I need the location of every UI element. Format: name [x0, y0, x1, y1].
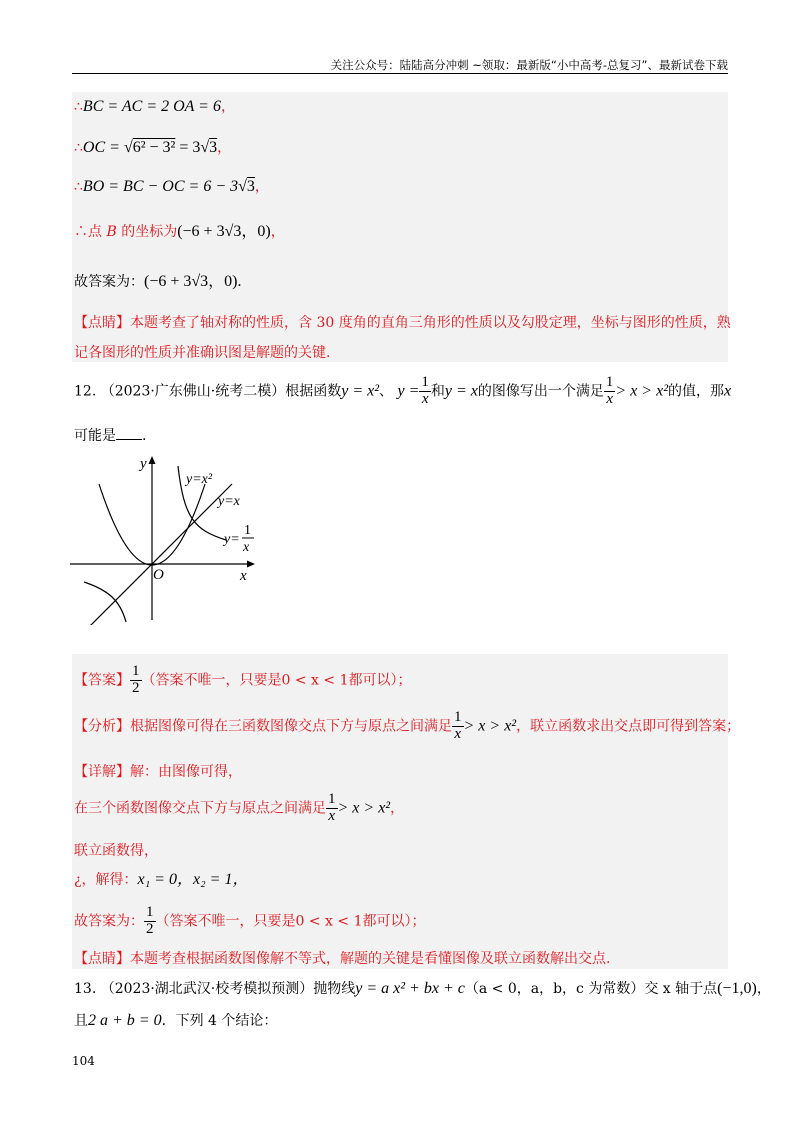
fraction: $\frac{1}{x}$: [605, 374, 614, 407]
q12-final-answer: 故答案为： $\frac{1}{2}$ （答案不唯一，只要是0 < x < 1都可以）；: [74, 904, 426, 937]
line-label: y=x: [218, 494, 240, 509]
q12-detail-line-2: 在三个函数图像交点下方与原点之间满足 $\frac{1}{x}$ > x > x²，: [74, 791, 405, 824]
q12-detail: 【详解】解：由图像可得，: [74, 764, 242, 780]
q12-analysis: 【分析】根据图像可得在三函数图像交点下方与原点之间满足 $\frac{1}{x}$ > x > x²，联立函数求出交点即可得到答案；: [74, 709, 741, 742]
origin-label: O: [153, 567, 164, 583]
parabola-label: y=x²: [186, 472, 213, 487]
q13-stem: 13. （2023·湖北武汉·校考模拟预测）抛物线y = a x² + bx + c（a < 0，a，b，c 为常数）交 x 轴于点(−1,0)，: [74, 980, 771, 997]
page-number: 104: [72, 1054, 95, 1068]
fraction: $\frac{1}{x}$: [454, 709, 462, 742]
prev-tip-line-2: 记各图形的性质并准确识图是解题的关键.: [74, 345, 331, 361]
hyperbola-label: y=: [224, 532, 240, 547]
prev-line-3: ∴BO = BC − OC = 6 − 3√3，: [74, 178, 269, 195]
q12-detail-line-4: ¿，解得：x₁ = 0，x₂ = 1，: [74, 871, 249, 888]
answer-blank: [116, 427, 142, 440]
q12-answer: 【答案】 $\frac{1}{2}$ （答案不唯一，只要是0 < x < 1都可以）；: [74, 663, 412, 696]
prev-line-2: ∴OC = √6² − 3² = 3√3，: [74, 139, 232, 156]
fraction: $\frac{1}{2}$: [146, 904, 154, 937]
q12-tip: 【点睛】本题考查根据函数图像解不等式，解题的关键是看懂图像及联立函数解出交点.: [74, 951, 611, 967]
fraction: $\frac{1}{x}$: [328, 791, 336, 824]
q13-stem-line-2: 且2 a + b = 0．下列 4 个结论：: [74, 1012, 278, 1029]
prev-tip-line-1: 【点睛】本题考查了轴对称的性质，含 30 度角的直角三角形的性质以及勾股定理，坐标与图形的性质，熟: [74, 315, 731, 331]
page-header: 关注公众号：陆陆高分冲刺 ~领取：最新版“小中高考-总复习”、最新试卷下载: [330, 58, 728, 72]
fraction: $\frac{1}{x}$: [421, 374, 429, 407]
header-rule: [72, 73, 728, 74]
function-graph: [66, 450, 266, 625]
q12-stem: 12. （2023·广东佛山·统考二模）根据函数y = x²、 y = $\frac{1}{x}$ 和y = x的图像写出一个满足 $\frac{1}{x}$ > x > x²的值，那x: [74, 374, 732, 407]
q12-stem-line-2: 可能是 .: [74, 428, 147, 444]
prev-line-1: ∴BC = AC = 2 OA = 6，: [74, 98, 235, 115]
prev-answer-line: 故答案为：(−6 + 3√3，0).: [74, 273, 242, 290]
fraction: $\frac{1}{2}$: [132, 663, 140, 696]
prev-line-4: ∴点 B 的坐标为(−6 + 3√3，0)，: [74, 223, 285, 240]
tip-label: 【点睛】: [74, 315, 130, 331]
hyperbola-label-den: x: [243, 540, 250, 555]
x-axis-label: x: [240, 568, 247, 584]
y-axis-label: y: [140, 456, 147, 472]
hyperbola-label-num: 1: [244, 523, 251, 538]
q12-detail-line-3: 联立函数得，: [74, 843, 158, 859]
